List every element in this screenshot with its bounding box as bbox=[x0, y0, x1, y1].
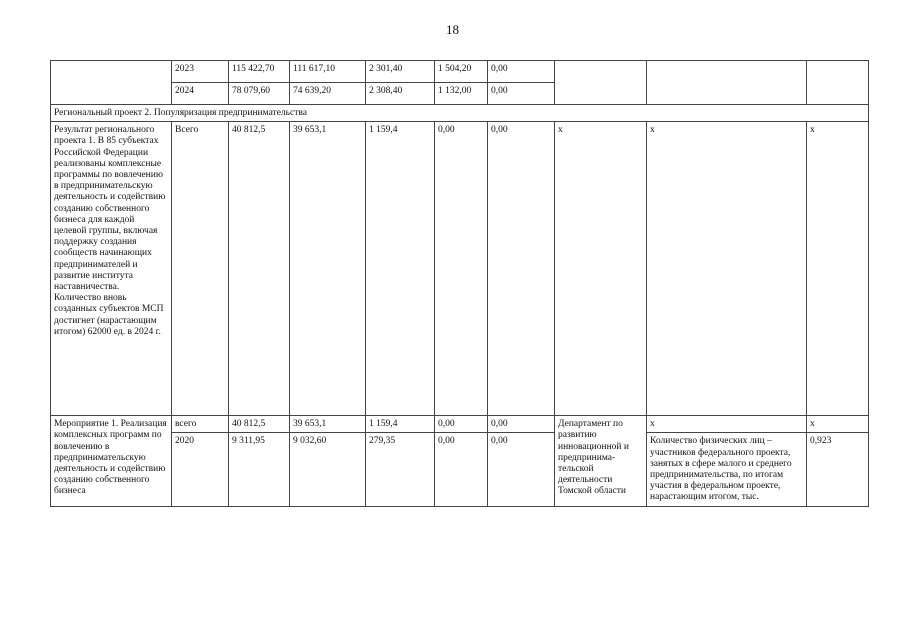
local-cell: 1 504,20 bbox=[435, 61, 488, 83]
year-cell: 2023 bbox=[172, 61, 229, 83]
federal-cell: 9 032,60 bbox=[290, 433, 366, 506]
measure-row bbox=[51, 433, 869, 506]
total-cell: 78 079,60 bbox=[229, 83, 290, 105]
total-cell: 9 311,95 bbox=[229, 433, 290, 506]
indicator-cell: Количество физических лиц – участников федерального проекта, занятых в сфере малого и среднего предпринимательства, по итогам участия в федеральном проекте, нарастающим итогом, тыс. bbox=[647, 433, 807, 506]
period-cell: 2020 bbox=[172, 433, 229, 506]
executor-cell: Департамент по развитию инновационной и предпринима-тельской деятельности Томской области bbox=[555, 416, 647, 506]
value-cell: 0,923 bbox=[807, 433, 869, 506]
local-cell: 0,00 bbox=[435, 122, 488, 416]
federal-cell: 39 653,1 bbox=[290, 416, 366, 433]
other-cell: 0,00 bbox=[488, 122, 555, 416]
budget-table bbox=[50, 60, 869, 507]
result-name: Результат регионального проекта 1. В 85 субъектах Российской Федерации реализованы комплексные программы по вовлечению в предпринимательскую деятельность и содействию созданию собственного бизнеса для каждой целевой группы, включая поддержку создания сообществ начинающих предпринимателей и развитие института наставничества. Количество вновь созданных субъектов МСП достигнет (нарастающим итогом) 62000 ед. в 2024 г. bbox=[51, 122, 172, 416]
result-row bbox=[51, 122, 869, 416]
regional-cell: 1 159,4 bbox=[366, 122, 435, 416]
empty-name-cell bbox=[51, 61, 172, 105]
section-title: Региональный проект 2. Популяризация предпринимательства bbox=[51, 105, 869, 122]
indicator-cell: х bbox=[647, 416, 807, 433]
federal-cell: 74 639,20 bbox=[290, 83, 366, 105]
other-cell: 0,00 bbox=[488, 416, 555, 433]
value-cell: х bbox=[807, 122, 869, 416]
regional-cell: 2 308,40 bbox=[366, 83, 435, 105]
indicator-cell: х bbox=[647, 122, 807, 416]
year-cell: 2024 bbox=[172, 83, 229, 105]
measure-row bbox=[51, 416, 869, 433]
regional-cell: 2 301,40 bbox=[366, 61, 435, 83]
federal-cell: 111 617,10 bbox=[290, 61, 366, 83]
total-cell: 40 812,5 bbox=[229, 122, 290, 416]
period-cell: всего bbox=[172, 416, 229, 433]
empty-executor-cell bbox=[555, 61, 647, 105]
page-number: 18 bbox=[446, 22, 459, 37]
period-cell: Всего bbox=[172, 122, 229, 416]
local-cell: 1 132,00 bbox=[435, 83, 488, 105]
regional-cell: 279,35 bbox=[366, 433, 435, 506]
other-cell: 0,00 bbox=[488, 83, 555, 105]
total-cell: 115 422,70 bbox=[229, 61, 290, 83]
table-row bbox=[51, 61, 869, 83]
value-cell: х bbox=[807, 416, 869, 433]
total-cell: 40 812,5 bbox=[229, 416, 290, 433]
executor-cell: х bbox=[555, 122, 647, 416]
empty-indicator-cell bbox=[647, 61, 807, 105]
empty-value-cell bbox=[807, 61, 869, 105]
other-cell: 0,00 bbox=[488, 61, 555, 83]
measure-name: Мероприятие 1. Реализация комплексных программ по вовлечению в предпринимательскую деятельность и содействию созданию собственного бизнеса bbox=[51, 416, 172, 506]
other-cell: 0,00 bbox=[488, 433, 555, 506]
section-row bbox=[51, 105, 869, 122]
regional-cell: 1 159,4 bbox=[366, 416, 435, 433]
local-cell: 0,00 bbox=[435, 433, 488, 506]
local-cell: 0,00 bbox=[435, 416, 488, 433]
federal-cell: 39 653,1 bbox=[290, 122, 366, 416]
